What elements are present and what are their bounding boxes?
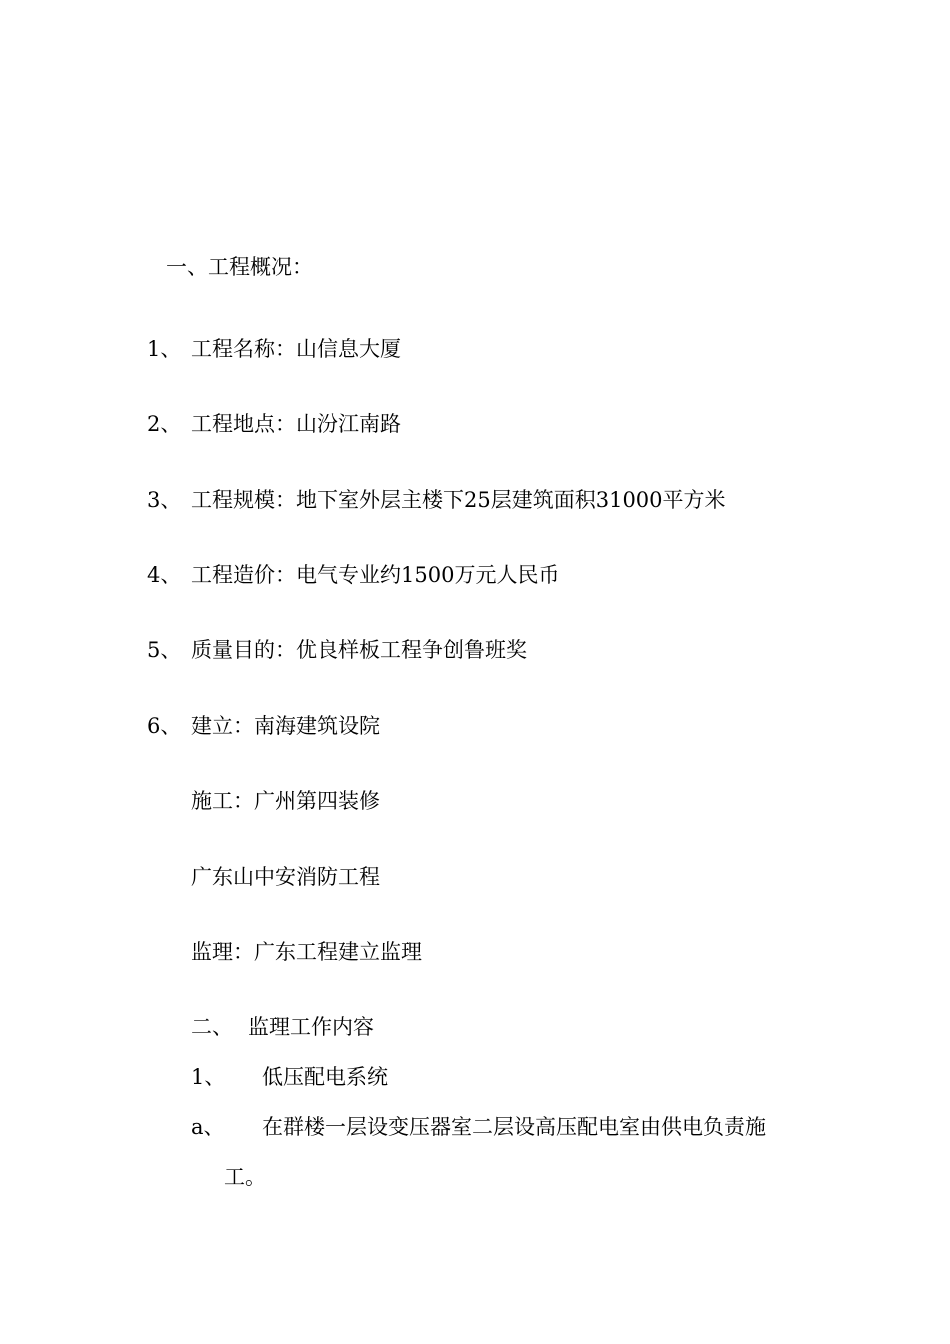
section-number: 二、 [191,1015,233,1039]
subsection-title: 低压配电系统 [262,1065,388,1089]
item-number: 4、 [147,563,182,587]
item-number: 1、 [147,337,182,361]
construction-line: 施工：广州第四装修 [191,789,380,813]
section-1-heading: 一、工程概况： [166,255,313,279]
supervision-line: 监理：广东工程建立监理 [191,940,422,964]
item-text: 质量目的：优良样板工程争创鲁班奖 [191,638,527,662]
item-text: 工程名称：山信息大厦 [191,337,401,361]
item-text: 工程地点：山汾江南路 [191,412,401,436]
item-text: 建立：南海建筑设院 [191,714,380,738]
section-title: 监理工作内容 [248,1015,374,1039]
subitem-text-continued: 工。 [224,1165,266,1189]
subitem-text: 在群楼一层设变压器室二层设高压配电室由供电负责施 [262,1115,766,1139]
fire-contractor-line: 广东山中安消防工程 [191,865,380,889]
item-text: 工程规模：地下室外层主楼下25层建筑面积31000平方米 [191,488,726,512]
subitem-number: a、 [191,1115,225,1139]
item-number: 2、 [147,412,182,436]
item-number: 5、 [147,638,182,662]
item-number: 3、 [147,488,182,512]
subsection-number: 1、 [191,1065,226,1089]
item-text: 工程造价：电气专业约1500万元人民币 [191,563,560,587]
item-number: 6、 [147,714,182,738]
